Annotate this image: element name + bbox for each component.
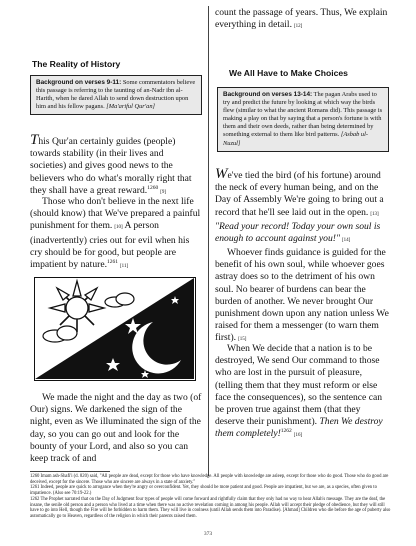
paragraph-text: Those who don't believe in the next life (should know) that We've prepared a painful punishment for them. — [30, 196, 201, 232]
paragraph-verses-13-14 — [215, 166, 391, 247]
box-text: Some commentators believe this passage is referring to the taunting of an-Nadr ibn al-Harith, when he dared Allah to send down destruction upon him and his fellow pagans. — [36, 79, 196, 111]
paragraph-verse-15 — [215, 247, 391, 347]
box-label: Background on verses 13-14: — [223, 91, 313, 98]
footnote-1260: 1260 Imam ash-Shafi'i (d. 820) said, "All people are dead, except for those who have knowledge. All people with knowledge are asleep, except for those who do good. Those who do good are deceived, except for the sincere. Those who are sincere are always in a state of anxiety." — [30, 474, 389, 485]
paragraph-verse-12 — [30, 392, 202, 465]
paragraph-verse-16 — [215, 343, 391, 443]
box-text: The pagan Arabs used to try and predict the future by looking at which way the birds flew (similar to what the ancient Romans did). This passage is making a play on that by saying that a person's fortune is with them and their own deeds, rather than being determined by something external to them like bird patterns. — [223, 91, 383, 139]
paragraph-text: When We decide that a nation is to be destroyed, We send Our command to those who are lost in the pursuit of pleasure, (telling them that they must reform or else face the consequences), so the sentence can be proven true against them (that they deserve their punishment). — [215, 343, 383, 428]
paragraph-verses-10-11 — [30, 196, 202, 273]
background-box-verses-9-11 — [30, 75, 202, 115]
footnote-1262: 1262 The Prophet narrated that on the Day of Judgment four types of people will come forward and rightfully claim that they only had no way to hear Allah's message. They are the deaf, the insane, the senile old person and a person who lived at a time when there was no active revelation coming in among his people. Allah will accept their pledge of obedience, but they will still have to go into Hell, though the Fire will be forbidden to harm them. They will live in coolness (until Allah sends them into Paradise). [Ahmad] Children who die before the age of puberty also automatically go to Heaven, regardless of the religion in which their parents raised them. — [30, 496, 391, 519]
verse-number: [11] — [120, 264, 129, 270]
verse-number: [15] — [238, 337, 247, 343]
verse-number: [14] — [342, 238, 351, 244]
verse-number: [12] — [294, 24, 303, 30]
footnote-ref: 1261 — [107, 258, 118, 265]
paragraph-text-2: A person (inadvertently) cries out for evil when his cry should be for good, but people are impatient by nature. — [30, 220, 190, 271]
background-box-verses-13-14 — [217, 87, 389, 152]
day-night-illustration — [35, 278, 194, 379]
paragraph-text: e've tied the bird (of his fortune) around the neck of every human being, and on the Day of Assembly We're going to bring out a record that he'll see laid out in the open. — [215, 170, 384, 218]
paragraph-text: We made the night and the day as two (of Our) signs. We darkened the sign of the night, even as We illuminated the sign of the day, so you can go out and look for the bounty of your Lord, and also so you can keep track of and — [30, 392, 202, 465]
footnotes — [30, 474, 391, 520]
box-source: [Ma'ariful Qur'an] — [106, 103, 156, 111]
verse-number: [13] — [370, 211, 379, 217]
footnote-divider — [30, 471, 110, 472]
sun-and-moon-day-night-icon — [34, 277, 196, 381]
verse-number: [16] — [293, 433, 303, 439]
paragraph-text: Whoever finds guidance is guided for the benefit of his own soul, while whoever goes astray does so to the detriment of his own soul. No bearer of burdens can bear the burden of another. We never brought Our punishment down upon any nation unless We raised for them a messenger (to warn them first). — [215, 247, 389, 344]
emphasis-text: Then We destroy them completely! — [215, 416, 383, 440]
paragraph-text: his Qur'an certainly guides (people) towards stability (in their lives and societies) and gives good news to the believers who do what's morally right that they shall have a great reward. — [30, 136, 192, 196]
paragraph-text: count the passage of years. Thus, We explain everything in detail. — [215, 7, 388, 31]
footnote-ref: 1260 — [147, 184, 159, 191]
footnote-ref: 1262 — [280, 428, 292, 435]
section-heading-reality-of-history: The Reality of History — [32, 59, 121, 69]
footnote-1261: 1261 Indeed, people are quick to arrogance when they're angry or overconfident. Yet, they should be more patient and good. People are impatient, but we are, as a species, often given to impatience. (Also see 70:19-22.) — [30, 485, 377, 497]
box-source: [Asbab ul-Nuzul] — [223, 131, 369, 147]
verse-number: [10] — [114, 225, 123, 231]
section-heading-make-choices: We All Have to Make Choices — [229, 68, 348, 78]
paragraph-verse-12-continued — [215, 7, 391, 33]
paragraph-verse-9 — [30, 132, 202, 199]
box-label: Background on verses 9-11: — [36, 79, 122, 86]
column-divider — [208, 6, 209, 476]
verse-number: [9] — [160, 189, 167, 195]
page-number: 373 — [203, 531, 213, 537]
quoted-speech: "Read your record! Today your own soul is enough to account against you!" — [215, 220, 381, 245]
drop-cap: T — [30, 132, 39, 148]
drop-cap: W — [215, 166, 228, 182]
